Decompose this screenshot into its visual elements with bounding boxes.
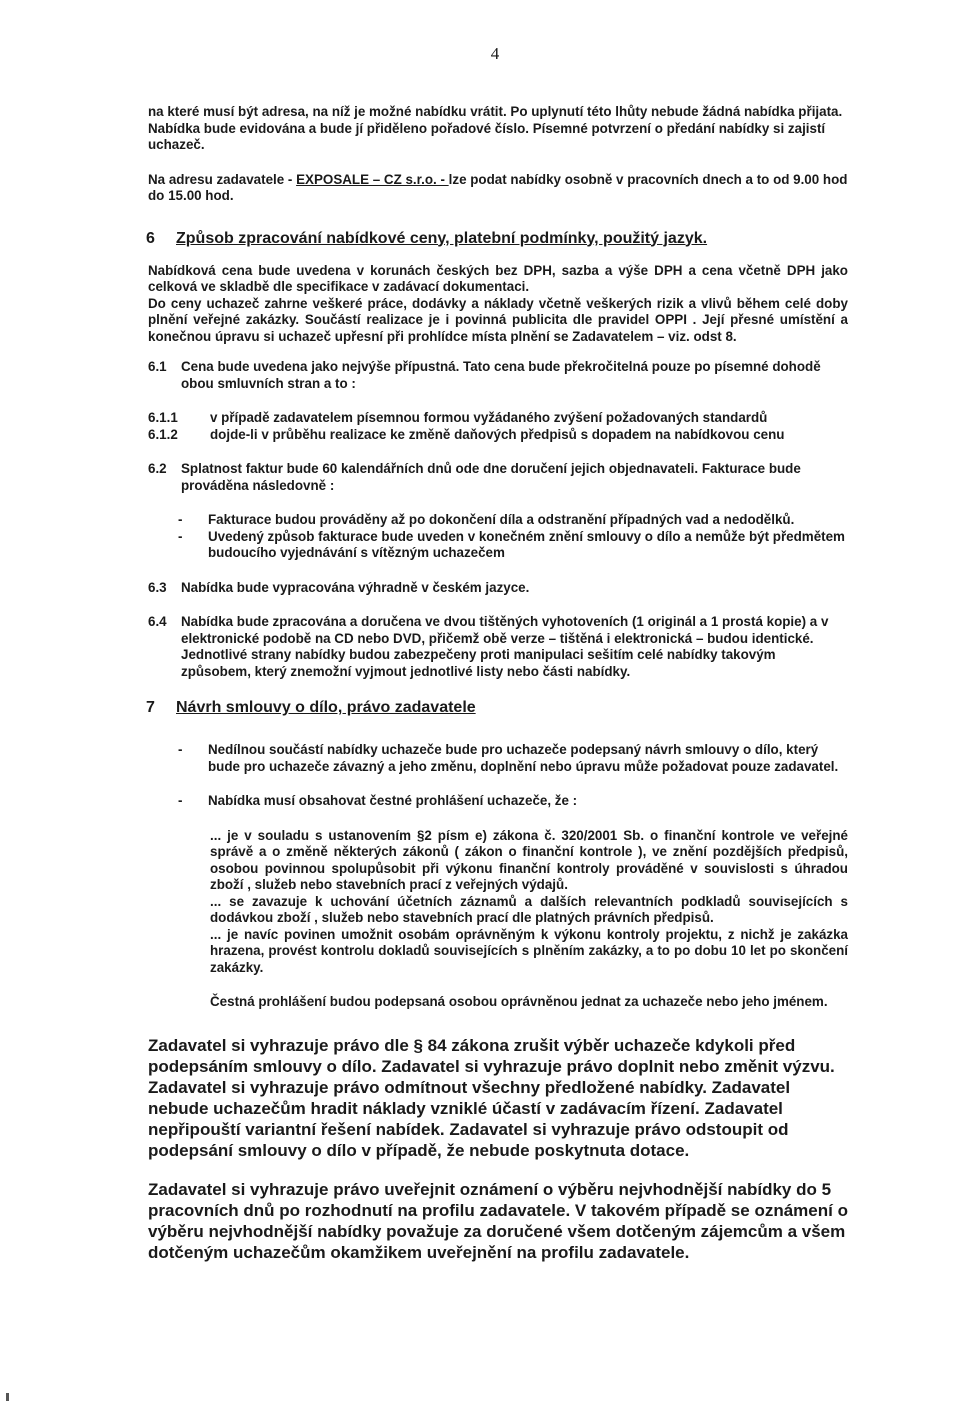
section-7-title: Návrh smlouvy o dílo, právo zadavatele [176, 699, 476, 716]
item-6-2-dash-1 [178, 512, 848, 529]
declaration-block [210, 828, 848, 1011]
item-6-1-2 [148, 427, 848, 444]
dash-marker: - [178, 528, 183, 544]
item-6-3 [148, 580, 848, 597]
item-6-4-number: 6.4 [148, 614, 167, 629]
section-6-paragraph-2: Do ceny uchazeč zahrne veškeré práce, dodávky a náklady včetně veškerých rizik a vlivů během celé doby plnění veřejné zakázky. Součástí realizace je i povinná publicita dle pravidel OPPI . Její přesné umístění a konečnou úpravu si uchazeč upřesní při prohlídce místa plnění se Zadavatelem – viz. odst 8. [148, 295, 848, 344]
item-6-2-text: Splatnost faktur bude 60 kalendářních dnů ode dne doručení jejich objednavateli. Fakturace bude prováděna následovně : [181, 461, 801, 493]
declaration-signature-note: Čestná prohlášení budou podepsaná osobou oprávněnou jednat za uchazeče nebo jeho jménem. [210, 994, 828, 1009]
address-prefix: Na adresu zadavatele - [148, 171, 297, 187]
item-6-1-1-number: 6.1.1 [148, 410, 178, 425]
section-7-heading [146, 698, 848, 718]
intro-paragraph: na které musí být adresa, na níž je možné nabídku vrátit. Po uplynutí této lhůty nebude žádná nabídka přijata. Nabídka bude evidována a bude jí přiděleno pořadové číslo. Písemné potvrzení o předání nabídky si zajistí uchazeč. [148, 104, 843, 152]
item-6-2-dash-2-text: Uvedený způsob fakturace bude uveden v konečném znění smlouvy o dílo a nemůže být předmětem budoucího vyjednávání s vítězným uchazečem [208, 528, 845, 560]
address-suffix: lze podat nabídky osobně v pracovních dnech a to od 9.00 hod do 15.00 hod. [148, 171, 848, 203]
dash-marker: - [178, 512, 183, 527]
item-6-2-dash-2 [178, 529, 848, 562]
declaration-item-3: ... je navíc povinen umožnit osobám oprávněným k výkonu kontroly projektu, z nichž je zakázka hrazena, provést kontrolu dokladů souvisejících s plněním zakázky, a to po dobu 10 let po skončení zakázky. [210, 926, 848, 975]
item-6-1-1-text: v případě zadavatelem písemnou formou vyžádaného zvýšení požadovaných standardů [210, 410, 768, 425]
section-7-dash-1-text: Nedílnou součástí nabídky uchazeče bude pro uchazeče podepsaný návrh smlouvy o dílo, který bude pro uchazeče závazný a jeho změnu, doplnění nebo úpravu může požadovat pouze zadavatel. [208, 742, 839, 774]
item-6-4 [148, 614, 848, 680]
scan-artifact [6, 1393, 9, 1401]
section-7-number: 7 [146, 699, 155, 716]
section-7-dash-2-text: Nabídka musí obsahovat čestné prohlášení uchazeče, že : [208, 793, 578, 808]
declaration-item-1: ... je v souladu s ustanovením §2 písm e) zákona č. 320/2001 Sb. o finanční kontrole ve veřejné správě a o změně některých zákonů ( zákon o finanční kontrole ), ve znění pozdějších předpisů, osobou povinnou spolupůsobit při výkonu finanční kontroly prováděné v souvislosti s úhradou zboží , služeb nebo stavebních prací z veřejných výdajů. [210, 827, 848, 892]
document-body [148, 104, 848, 1263]
item-6-2 [148, 461, 848, 494]
section-6-paragraph-1: Nabídková cena bude uvedena v korunách českých bez DPH, sazba a výše DPH a cena včetně DPH jako celková ve skladbě dle specifikace v zadávací dokumentaci. [148, 262, 848, 294]
item-6-1-number: 6.1 [148, 359, 167, 374]
item-6-2-number: 6.2 [148, 461, 167, 476]
closing-paragraph-2: Zadavatel si vyhrazuje právo uveřejnit oznámení o výběru nejvhodnější nabídky do 5 pracovních dnů po rozhodnutí na profilu zadavatele. V takovém případě se oznámení o výběru nejvhodnější nabídky považuje za doručené všem dotčeným zájemcům a všem dotčeným uchazečům okamžikem uveřejnění na profilu zadavatele. [148, 1179, 848, 1262]
item-6-1-1 [148, 410, 848, 427]
item-6-1-text: Cena bude uvedena jako nejvýše přípustná. Tato cena bude překročitelná pouze po písemné dohodě obou smluvních stran a to : [181, 359, 821, 391]
company-name: EXPOSALE – CZ s.r.o. - [296, 171, 449, 187]
declaration-item-2: ... se zavazuje k uchování účetních záznamů a dalších relevantních podkladů souvisejících s dodávkou zboží , služeb nebo stavebních prací dle platných právních předpisů. [210, 893, 848, 925]
address-paragraph [148, 172, 848, 205]
page-number: 4 [490, 44, 500, 63]
section-6-number: 6 [146, 229, 155, 247]
closing-paragraph-1: Zadavatel si vyhrazuje právo dle § 84 zákona zrušit výběr uchazeče kdykoli před podepsáním smlouvy o dílo. Zadavatel si vyhrazuje právo doplnit nebo změnit výzvu. Zadavatel si vyhrazuje právo odmítnout všechny předložené nabídky. Zadavatel nebude uchazečům hradit náklady vzniklé účastí v zadávacím řízení. Zadavatel nepřipouští variantní řešení nabídek. Zadavatel si vyhrazuje právo odstoupit od podepsání smlouvy o dílo v případě, že nebude poskytnuta dotace. [148, 1035, 835, 1160]
dash-marker: - [178, 793, 183, 808]
section-6-heading [146, 229, 848, 249]
item-6-4-text: Nabídka bude zpracována a doručena ve dvou tištěných vyhotoveních (1 originál a 1 prostá kopie) a v elektronické podobě na CD nebo DVD, přičemž obě verze – tištěná i elektronická – budou identické. Jednotlivé strany nabídky budou zabezpečeny proti manipulaci sešitím celé nabídky takovým způsobem, který znemožní vyjmout jednotlivé listy nebo části nabídky. [181, 614, 829, 679]
item-6-3-number: 6.3 [148, 579, 167, 595]
dash-marker: - [178, 742, 183, 757]
item-6-1-2-text: dojde-li v průběhu realizace ke změně daňových předpisů s dopadem na nabídkovou cenu [210, 426, 785, 442]
item-6-1 [148, 359, 848, 392]
item-6-2-dash-1-text: Fakturace budou prováděny až po dokončení díla a odstranění případných vad a nedodělků. [208, 512, 795, 527]
section-7-dash-2 [178, 793, 848, 810]
item-6-1-2-number: 6.1.2 [148, 426, 178, 442]
section-6-title: Způsob zpracování nabídkové ceny, platební podmínky, použitý jazyk. [176, 229, 708, 247]
item-6-3-text: Nabídka bude vypracována výhradně v českém jazyce. [181, 579, 530, 595]
section-7-dash-1 [178, 742, 848, 775]
